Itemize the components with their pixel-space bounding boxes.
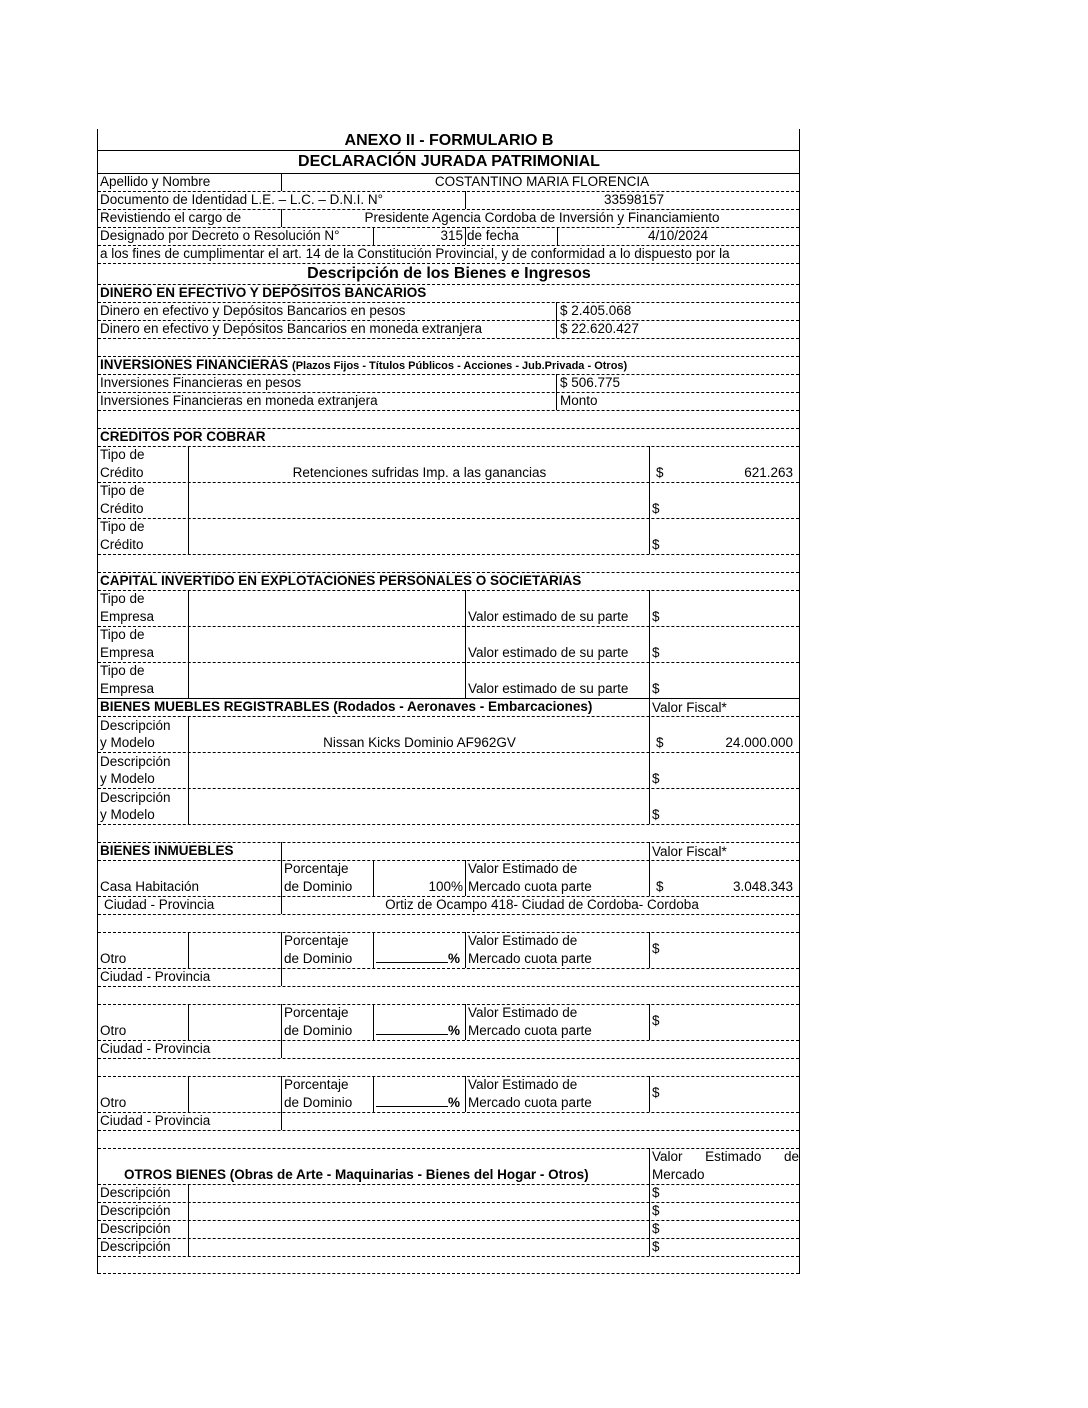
porcentaje-blank [374,951,460,967]
mueble-desc-label: y Modelo [100,771,155,786]
divider [98,150,799,151]
credito-currency: $ [652,501,660,516]
document-label: Documento de Identidad L.E. – L.C. – D.N.I. N° [100,192,384,207]
percent-sign: % [448,1095,461,1110]
credito-currency: $ [656,465,664,480]
otros-desc-label: Descripción [100,1203,171,1218]
porcentaje-label: de Dominio [284,1023,353,1038]
inversiones-heading-detail: (Plazos Fijos - Títulos Públicos - Acciones - Jub.Privada - Otros) [292,360,628,372]
percent-sign: % [448,951,461,966]
otros-desc-label: Descripción [100,1185,171,1200]
otro-currency: $ [652,941,660,956]
valor-estimado-label: Valor Estimado de [468,1077,578,1092]
empresa-type-label: Empresa [100,645,155,660]
divider [98,590,799,591]
empresa-type-label: Empresa [100,681,155,696]
divider [98,1220,799,1221]
porcentaje-label: Porcentaje [284,1005,349,1020]
divider [98,716,799,717]
porcentaje-blank [374,1023,460,1039]
empresa-type-label: Tipo de [100,591,145,606]
empresa-type-label: Empresa [100,609,155,624]
creditos-heading: CREDITOS POR COBRAR [100,429,266,444]
divider [98,1184,799,1185]
declaration-form [97,129,800,1274]
dinero-pesos-label: Dinero en efectivo y Depósitos Bancarios en pesos [100,303,406,318]
divider [188,590,189,698]
otro-label: Otro [100,1095,127,1110]
otros-desc-label: Descripción [100,1221,171,1236]
credito-currency: $ [652,537,660,552]
divider [98,1004,799,1005]
credito-type-label: Tipo de [100,519,145,534]
credito-type-label: Tipo de [100,447,145,462]
dinero-extranjera-value: $ 22.620.427 [560,321,639,336]
empresa-type-label: Tipo de [100,663,145,678]
divider [98,554,799,555]
dinero-heading: DINERO EN EFECTIVO Y DEPÓSITOS BANCARIOS [100,285,427,300]
muebles-heading: BIENES MUEBLES REGISTRABLES (Rodados - Aeronaves - Embarcaciones) [100,699,593,714]
divider [98,1058,799,1059]
otros-valor-label: Mercado [652,1167,705,1182]
divider [98,482,799,483]
form-subtitle: DECLARACIÓN JURADA PATRIMONIAL [298,153,600,170]
otros-valor-label: Valor Estimado de [652,1149,799,1164]
capital-currency: $ [652,609,660,624]
mueble-currency: $ [652,771,660,786]
divider [188,446,189,554]
dinero-extranjera-label: Dinero en efectivo y Depósitos Bancarios en moneda extranjera [100,321,482,336]
credito-amount: 621.263 [744,465,793,480]
porcentaje-label: Porcentaje [284,1077,349,1092]
divider [98,626,799,627]
cargo-value: Presidente Agencia Cordoba de Inversión y Financiamiento [364,210,720,225]
divider [98,410,799,411]
inversiones-pesos-label: Inversiones Financieras en pesos [100,375,302,390]
credito-description: Retenciones sufridas Imp. a las ganancias [292,465,547,480]
porcentaje-label: de Dominio [284,1095,353,1110]
credito-type-label: Tipo de [100,483,145,498]
mueble-description: Nissan Kicks Dominio AF962GV [323,735,516,750]
divider [98,986,799,987]
inmueble-type: Casa Habitación [100,879,200,894]
otros-currency: $ [652,1203,660,1218]
decreto-label: Designado por Decreto o Resolución N° [100,228,340,243]
mueble-currency: $ [656,735,664,750]
porcentaje-label: de Dominio [284,879,353,894]
fines-text: a los fines de cumplimentar el art. 14 de la Constitución Provincial, y de conformidad a lo dispuesto por la [100,246,730,261]
porcentaje-label: Porcentaje [284,861,349,876]
divider [98,914,799,915]
divider [557,227,558,245]
empresa-type-label: Tipo de [100,627,145,642]
inmuebles-heading: BIENES INMUEBLES [100,843,234,858]
decreto-value: 315 [440,228,463,243]
valor-fiscal-label: Valor Fiscal* [652,700,727,715]
valor-estimado-label: Valor Estimado de [468,1005,578,1020]
divider [98,860,799,861]
divider [98,1076,799,1077]
inversiones-pesos-value: $ 506.775 [560,375,621,390]
otros-currency: $ [652,1221,660,1236]
divider [188,1076,189,1112]
credito-type-label: Crédito [100,537,144,552]
capital-heading: CAPITAL INVERTIDO EN EXPLOTACIONES PERSONALES O SOCIETARIAS [100,573,582,588]
porcentaje-blank [374,1095,460,1111]
valor-estimado-label: Valor estimado de su parte [468,645,629,660]
percent-sign: % [448,1023,461,1038]
otro-currency: $ [652,1085,660,1100]
otro-label: Otro [100,1023,127,1038]
valor-fiscal-label: Valor Fiscal* [652,844,727,859]
porcentaje-label: Porcentaje [284,933,349,948]
valor-estimado-label: Valor estimado de su parte [468,681,629,696]
divider [98,662,799,663]
divider [98,752,799,753]
capital-currency: $ [652,681,660,696]
name-value: COSTANTINO MARIA FLORENCIA [434,174,650,189]
inversiones-extranjera-label: Inversiones Financieras en moneda extranjera [100,393,378,408]
divider [188,716,189,824]
divider [98,338,799,339]
divider [98,1273,799,1274]
mueble-desc-label: Descripción [100,790,171,805]
otros-currency: $ [652,1185,660,1200]
description-title: Descripción de los Bienes e Ingresos [307,265,591,282]
divider [98,824,799,825]
valor-estimado-label: Mercado cuota parte [468,1095,592,1110]
porcentaje-value: 100% [428,879,463,894]
capital-currency: $ [652,645,660,660]
otros-desc-label: Descripción [100,1239,171,1254]
mueble-desc-label: y Modelo [100,807,155,822]
cargo-label: Revistiendo el cargo de [100,210,242,225]
divider [98,932,799,933]
ciudad-provincia-label: Ciudad - Provincia [100,1041,211,1056]
ciudad-provincia-label: Ciudad - Provincia [104,897,215,912]
fecha-label: de fecha [467,228,519,243]
divider [98,1256,799,1257]
credito-type-label: Crédito [100,465,144,480]
mueble-desc-label: y Modelo [100,735,155,750]
name-label: Apellido y Nombre [100,174,211,189]
inmueble-address: Ortiz de Ocampo 418- Ciudad de Cordoba- Cordoba [385,897,699,912]
valor-estimado-label: Valor Estimado de [468,861,578,876]
otro-label: Otro [100,951,127,966]
divider [188,932,189,968]
blank-line [376,1095,448,1107]
valor-estimado-label: Mercado cuota parte [468,1023,592,1038]
form-title: ANEXO II - FORMULARIO B [344,132,554,149]
porcentaje-label: de Dominio [284,951,353,966]
dinero-pesos-value: $ 2.405.068 [560,303,632,318]
divider [98,1238,799,1239]
mueble-currency: $ [652,807,660,822]
divider [98,1202,799,1203]
valor-estimado-label: Mercado cuota parte [468,951,592,966]
inmueble-amount: 3.048.343 [732,879,793,894]
blank-line [376,951,448,963]
divider [98,446,799,447]
fecha-value: 4/10/2024 [648,228,709,243]
divider [281,842,282,860]
mueble-desc-label: Descripción [100,718,171,733]
inmueble-currency: $ [656,879,664,894]
ciudad-provincia-label: Ciudad - Provincia [100,969,211,984]
mueble-desc-label: Descripción [100,754,171,769]
divider [98,788,799,789]
valor-estimado-label: Mercado cuota parte [468,879,592,894]
otro-currency: $ [652,1013,660,1028]
valor-estimado-label: Valor Estimado de [468,933,578,948]
blank-line [376,1023,448,1035]
divider [98,1130,799,1131]
otros-currency: $ [652,1239,660,1254]
credito-type-label: Crédito [100,501,144,516]
inversiones-extranjera-value: Monto [560,393,598,408]
document-value: 33598157 [603,192,665,207]
otros-heading: OTROS BIENES (Obras de Arte - Maquinarias - Bienes del Hogar - Otros) [124,1167,589,1182]
divider [98,518,799,519]
inversiones-heading: INVERSIONES FINANCIERAS [100,357,289,372]
ciudad-provincia-label: Ciudad - Provincia [100,1113,211,1128]
inversiones-heading-row [98,357,627,374]
mueble-amount: 24.000.000 [725,735,793,750]
divider [188,1004,189,1040]
valor-estimado-label: Valor estimado de su parte [468,609,629,624]
